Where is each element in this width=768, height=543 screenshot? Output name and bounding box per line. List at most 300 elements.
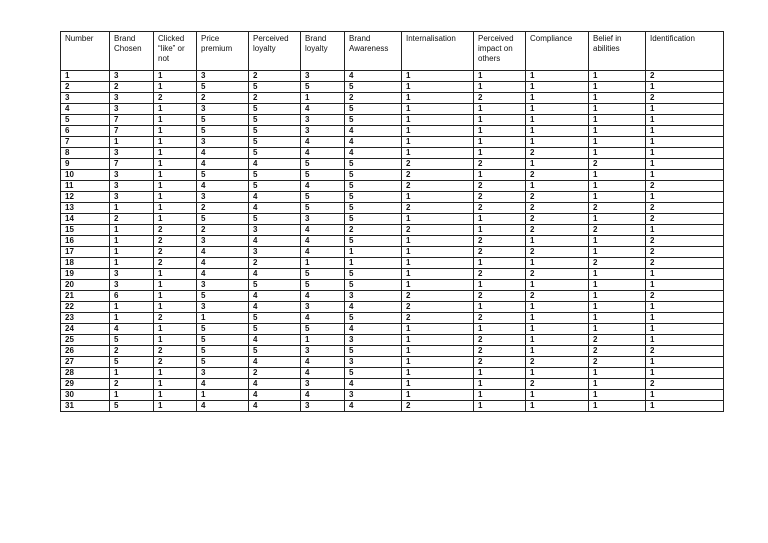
table-cell: 1 [526, 401, 589, 412]
table-cell: 4 [301, 247, 345, 258]
table-cell: 30 [61, 390, 110, 401]
table-row [61, 225, 724, 236]
table-cell: 1 [589, 93, 646, 104]
table-cell: 1 [402, 379, 474, 390]
table-cell: 3 [197, 104, 249, 115]
table-cell: 5 [249, 170, 301, 181]
table-cell: 1 [526, 104, 589, 115]
table-cell: 1 [110, 302, 154, 313]
table-row [61, 104, 724, 115]
table-cell: 1 [474, 280, 526, 291]
table-cell: 2 [589, 357, 646, 368]
table-cell: 5 [249, 214, 301, 225]
table-row [61, 280, 724, 291]
table-cell: 1 [646, 104, 724, 115]
table-cell: 1 [526, 236, 589, 247]
table-cell: 1 [110, 390, 154, 401]
table-cell: 1 [526, 302, 589, 313]
table-cell: 2 [474, 269, 526, 280]
table-cell: 1 [646, 126, 724, 137]
table-cell: 3 [110, 192, 154, 203]
table-cell: 1 [154, 137, 197, 148]
table-cell: 1 [646, 368, 724, 379]
table-cell: 2 [474, 357, 526, 368]
table-cell: 4 [345, 379, 402, 390]
table-cell: 2 [110, 379, 154, 390]
table-cell: 1 [589, 104, 646, 115]
table-cell: 2 [474, 203, 526, 214]
table-row [61, 181, 724, 192]
table-cell: 1 [301, 258, 345, 269]
table-cell: 3 [301, 379, 345, 390]
table-cell: 4 [197, 269, 249, 280]
table-cell: 1 [154, 82, 197, 93]
table-cell: 2 [154, 357, 197, 368]
table-cell: 3 [301, 346, 345, 357]
table-cell: 1 [589, 137, 646, 148]
table-cell: 4 [110, 324, 154, 335]
table-cell: 2 [474, 335, 526, 346]
table-cell: 1 [589, 170, 646, 181]
table-cell: 1 [474, 148, 526, 159]
table-cell: 5 [345, 313, 402, 324]
table-cell: 2 [474, 291, 526, 302]
table-cell: 2 [526, 247, 589, 258]
table-cell: 26 [61, 346, 110, 357]
table-cell: 1 [526, 390, 589, 401]
table-cell: 1 [646, 335, 724, 346]
table-cell: 2 [474, 247, 526, 258]
table-cell: 2 [646, 203, 724, 214]
table-cell: 5 [197, 324, 249, 335]
table-row [61, 192, 724, 203]
table-row [61, 203, 724, 214]
table-cell: 1 [402, 214, 474, 225]
table-cell: 4 [301, 291, 345, 302]
table-cell: 7 [110, 115, 154, 126]
table-cell: 3 [301, 126, 345, 137]
table-cell: 2 [526, 214, 589, 225]
column-header: Perceived impact on others [474, 32, 526, 71]
table-cell: 5 [345, 368, 402, 379]
table-row [61, 159, 724, 170]
table-cell: 2 [646, 291, 724, 302]
table-cell: 1 [402, 192, 474, 203]
table-cell: 4 [301, 313, 345, 324]
table-cell: 4 [249, 401, 301, 412]
table-cell: 1 [589, 313, 646, 324]
table-cell: 2 [345, 225, 402, 236]
table-cell: 5 [197, 126, 249, 137]
table-cell: 1 [589, 280, 646, 291]
table-cell: 2 [61, 82, 110, 93]
table-cell: 5 [345, 280, 402, 291]
table-cell: 4 [249, 291, 301, 302]
table-cell: 1 [589, 236, 646, 247]
table-cell: 1 [526, 71, 589, 82]
table-row [61, 247, 724, 258]
table-cell: 21 [61, 291, 110, 302]
table-cell: 1 [646, 82, 724, 93]
table-cell: 1 [345, 258, 402, 269]
table-cell: 2 [526, 225, 589, 236]
table-cell: 1 [526, 159, 589, 170]
table-cell: 11 [61, 181, 110, 192]
table-cell: 4 [61, 104, 110, 115]
table-cell: 1 [589, 302, 646, 313]
table-cell: 1 [154, 269, 197, 280]
table-cell: 4 [249, 302, 301, 313]
table-cell: 28 [61, 368, 110, 379]
table-cell: 1 [110, 203, 154, 214]
table-row [61, 302, 724, 313]
table-row [61, 368, 724, 379]
table-cell: 2 [589, 335, 646, 346]
table-cell: 1 [589, 247, 646, 258]
survey-data-table [60, 31, 724, 412]
table-cell: 1 [589, 390, 646, 401]
table-cell: 2 [110, 82, 154, 93]
table-cell: 15 [61, 225, 110, 236]
table-cell: 3 [345, 291, 402, 302]
table-row [61, 379, 724, 390]
header-row [61, 32, 724, 71]
table-cell: 2 [474, 181, 526, 192]
table-cell: 1 [589, 71, 646, 82]
table-cell: 4 [301, 368, 345, 379]
table-cell: 2 [402, 203, 474, 214]
table-cell: 1 [402, 93, 474, 104]
table-cell: 10 [61, 170, 110, 181]
table-cell: 5 [345, 159, 402, 170]
table-cell: 18 [61, 258, 110, 269]
table-cell: 1 [589, 291, 646, 302]
table-cell: 1 [589, 82, 646, 93]
table-cell: 1 [110, 368, 154, 379]
table-cell: 3 [197, 137, 249, 148]
table-cell: 2 [402, 225, 474, 236]
table-cell: 2 [526, 291, 589, 302]
table-row [61, 93, 724, 104]
table-cell: 3 [110, 181, 154, 192]
table-cell: 2 [474, 346, 526, 357]
table-cell: 1 [526, 137, 589, 148]
column-header: Brand Chosen [110, 32, 154, 71]
table-cell: 1 [589, 192, 646, 203]
table-cell: 2 [526, 357, 589, 368]
table-row [61, 71, 724, 82]
table-cell: 2 [646, 346, 724, 357]
table-cell: 4 [249, 390, 301, 401]
table-cell: 1 [402, 115, 474, 126]
table-cell: 2 [154, 236, 197, 247]
table-cell: 1 [154, 390, 197, 401]
table-cell: 4 [249, 357, 301, 368]
table-cell: 4 [301, 225, 345, 236]
table-cell: 4 [301, 390, 345, 401]
table-row [61, 357, 724, 368]
table-cell: 5 [345, 192, 402, 203]
table-cell: 5 [301, 159, 345, 170]
table-cell: 4 [249, 379, 301, 390]
table-cell: 5 [249, 82, 301, 93]
table-cell: 5 [249, 181, 301, 192]
table-cell: 1 [154, 368, 197, 379]
table-cell: 1 [589, 368, 646, 379]
table-cell: 2 [589, 225, 646, 236]
table-cell: 1 [646, 269, 724, 280]
table-cell: 4 [345, 137, 402, 148]
table-cell: 1 [589, 401, 646, 412]
table-cell: 2 [154, 313, 197, 324]
column-header: Brand loyalty [301, 32, 345, 71]
table-cell: 1 [646, 170, 724, 181]
table-cell: 2 [589, 346, 646, 357]
table-cell: 1 [526, 115, 589, 126]
table-cell: 5 [249, 148, 301, 159]
table-cell: 3 [110, 93, 154, 104]
table-cell: 2 [646, 181, 724, 192]
table-cell: 2 [589, 203, 646, 214]
table-cell: 1 [646, 137, 724, 148]
table-cell: 2 [402, 181, 474, 192]
table-cell: 7 [61, 137, 110, 148]
table-cell: 5 [345, 170, 402, 181]
table-row [61, 82, 724, 93]
table-cell: 5 [249, 126, 301, 137]
table-cell: 5 [197, 291, 249, 302]
table-cell: 1 [154, 148, 197, 159]
table-cell: 1 [526, 258, 589, 269]
table-cell: 2 [110, 214, 154, 225]
table-cell: 5 [345, 203, 402, 214]
table-cell: 1 [474, 115, 526, 126]
table-cell: 4 [197, 247, 249, 258]
table-cell: 1 [402, 148, 474, 159]
table-cell: 1 [526, 324, 589, 335]
table-cell: 5 [249, 280, 301, 291]
table-cell: 3 [249, 247, 301, 258]
table-cell: 1 [526, 313, 589, 324]
table-cell: 1 [474, 324, 526, 335]
table-cell: 5 [110, 357, 154, 368]
table-cell: 3 [110, 269, 154, 280]
table-cell: 5 [249, 137, 301, 148]
table-cell: 1 [589, 148, 646, 159]
table-row [61, 291, 724, 302]
table-cell: 1 [154, 401, 197, 412]
table-cell: 1 [646, 159, 724, 170]
table-cell: 1 [589, 269, 646, 280]
table-cell: 2 [589, 258, 646, 269]
table-cell: 13 [61, 203, 110, 214]
table-cell: 12 [61, 192, 110, 203]
table-cell: 2 [154, 93, 197, 104]
column-header: Belief in abilities [589, 32, 646, 71]
table-cell: 1 [154, 324, 197, 335]
table-cell: 1 [646, 401, 724, 412]
table-cell: 6 [61, 126, 110, 137]
table-cell: 2 [646, 236, 724, 247]
table-cell: 1 [646, 225, 724, 236]
table-cell: 2 [402, 159, 474, 170]
table-cell: 16 [61, 236, 110, 247]
table-cell: 31 [61, 401, 110, 412]
table-cell: 5 [301, 192, 345, 203]
table-cell: 3 [110, 104, 154, 115]
table-cell: 1 [154, 280, 197, 291]
table-cell: 1 [154, 214, 197, 225]
table-cell: 5 [301, 269, 345, 280]
table-cell: 1 [589, 214, 646, 225]
table-cell: 2 [249, 71, 301, 82]
table-cell: 2 [345, 93, 402, 104]
table-row [61, 269, 724, 280]
table-cell: 1 [526, 93, 589, 104]
table-cell: 5 [301, 280, 345, 291]
table-cell: 27 [61, 357, 110, 368]
table-cell: 3 [197, 71, 249, 82]
table-cell: 1 [154, 115, 197, 126]
table-cell: 1 [154, 104, 197, 115]
table-cell: 2 [474, 313, 526, 324]
table-cell: 25 [61, 335, 110, 346]
table-row [61, 346, 724, 357]
table-cell: 5 [345, 104, 402, 115]
table-cell: 17 [61, 247, 110, 258]
table-cell: 9 [61, 159, 110, 170]
table-cell: 1 [197, 390, 249, 401]
table-cell: 1 [402, 126, 474, 137]
table-cell: 5 [197, 170, 249, 181]
table-cell: 2 [526, 379, 589, 390]
table-cell: 1 [154, 335, 197, 346]
table-cell: 3 [301, 401, 345, 412]
table-cell: 1 [526, 126, 589, 137]
table-cell: 3 [197, 302, 249, 313]
table-cell: 1 [402, 346, 474, 357]
table-cell: 1 [110, 247, 154, 258]
table-cell: 1 [589, 379, 646, 390]
table-row [61, 170, 724, 181]
table-cell: 3 [197, 368, 249, 379]
table-cell: 3 [249, 225, 301, 236]
table-cell: 4 [249, 159, 301, 170]
table-cell: 1 [110, 236, 154, 247]
table-cell: 5 [345, 269, 402, 280]
table-cell: 1 [110, 137, 154, 148]
table-cell: 1 [646, 390, 724, 401]
table-cell: 2 [474, 192, 526, 203]
table-row [61, 324, 724, 335]
table-cell: 4 [345, 302, 402, 313]
table-cell: 2 [402, 401, 474, 412]
table-cell: 5 [110, 401, 154, 412]
table-cell: 1 [402, 137, 474, 148]
table-cell: 1 [345, 247, 402, 258]
table-cell: 3 [110, 148, 154, 159]
table-cell: 1 [646, 280, 724, 291]
table-cell: 5 [345, 214, 402, 225]
table-cell: 4 [197, 181, 249, 192]
table-cell: 1 [474, 104, 526, 115]
table-cell: 3 [110, 280, 154, 291]
table-cell: 7 [110, 126, 154, 137]
table-cell: 5 [345, 82, 402, 93]
column-header: Compliance [526, 32, 589, 71]
table-cell: 5 [249, 324, 301, 335]
table-cell: 1 [110, 313, 154, 324]
table-cell: 1 [474, 302, 526, 313]
table-cell: 2 [526, 148, 589, 159]
table-cell: 1 [154, 170, 197, 181]
table-cell: 1 [526, 346, 589, 357]
table-cell: 1 [110, 225, 154, 236]
table-cell: 2 [526, 269, 589, 280]
table-cell: 4 [197, 379, 249, 390]
table-cell: 3 [301, 214, 345, 225]
table-cell: 20 [61, 280, 110, 291]
table-cell: 1 [526, 280, 589, 291]
table-body [61, 71, 724, 412]
table-cell: 1 [474, 379, 526, 390]
table-cell: 3 [110, 71, 154, 82]
table-cell: 4 [345, 148, 402, 159]
table-cell: 4 [249, 203, 301, 214]
table-row [61, 236, 724, 247]
table-cell: 1 [474, 126, 526, 137]
table-cell: 1 [154, 302, 197, 313]
table-cell: 1 [402, 258, 474, 269]
table-cell: 1 [402, 324, 474, 335]
table-cell: 4 [197, 258, 249, 269]
table-cell: 1 [474, 71, 526, 82]
table-cell: 1 [589, 126, 646, 137]
table-cell: 1 [646, 313, 724, 324]
table-cell: 1 [646, 324, 724, 335]
table-cell: 4 [249, 236, 301, 247]
table-cell: 2 [249, 93, 301, 104]
table-cell: 2 [526, 203, 589, 214]
table-cell: 24 [61, 324, 110, 335]
table-cell: 2 [402, 313, 474, 324]
table-cell: 1 [474, 401, 526, 412]
table-cell: 1 [474, 225, 526, 236]
table-cell: 2 [646, 93, 724, 104]
table-cell: 2 [474, 159, 526, 170]
table-cell: 1 [402, 82, 474, 93]
table-cell: 23 [61, 313, 110, 324]
table-cell: 4 [301, 148, 345, 159]
table-cell: 1 [301, 335, 345, 346]
table-cell: 1 [589, 115, 646, 126]
table-cell: 1 [402, 335, 474, 346]
table-cell: 2 [197, 203, 249, 214]
table-cell: 1 [301, 93, 345, 104]
table-cell: 5 [197, 82, 249, 93]
table-cell: 1 [474, 137, 526, 148]
table-cell: 2 [402, 170, 474, 181]
table-cell: 5 [61, 115, 110, 126]
table-cell: 1 [154, 126, 197, 137]
table-cell: 29 [61, 379, 110, 390]
table-cell: 3 [197, 236, 249, 247]
column-header: Internalisation [402, 32, 474, 71]
table-cell: 5 [197, 357, 249, 368]
table-cell: 4 [345, 401, 402, 412]
table-cell: 2 [154, 247, 197, 258]
table-cell: 2 [646, 71, 724, 82]
